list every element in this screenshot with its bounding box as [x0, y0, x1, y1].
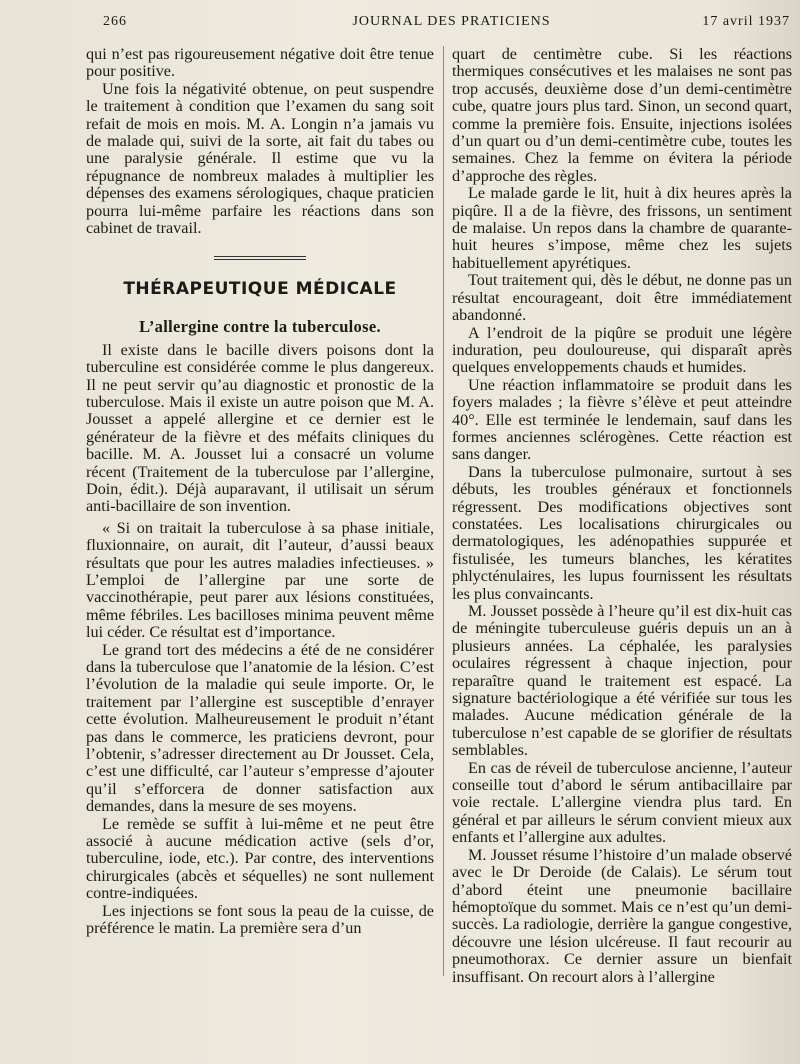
paragraph: Le remède se suffit à lui-même et ne peut être associé à aucune médication active (sels d’or, tuberculine, iode, etc.). Par contre, des interventions chirurgicales (abcès et séquelles) ne sont nullement contre-indiquées.: [86, 814, 434, 903]
page-number: 266: [103, 14, 127, 29]
section-title: THÉRAPEUTIQUE MÉDICALE: [123, 278, 397, 299]
paragraph: Dans la tuberculose pulmonaire, surtout à ses débuts, les troubles généraux et fonctionnels régressent. Des modifications objectives sont constatées. Les localisations chirurgicales ou dermatologiques, les adénopathies suppurée et fistulisée, les tumeurs blanches, les kératites phlycténulaires, les lupus fournissent les résultats les plus convaincants.: [452, 462, 792, 603]
page-header: [103, 14, 800, 38]
section-divider: [86, 247, 434, 264]
article-title: L’allergine contre la tuberculose.: [139, 317, 381, 337]
journal-title: JOURNAL DES PRATICIENS: [352, 14, 551, 29]
paragraph: Tout traitement qui, dès le début, ne donne pas un résultat encourageant, doit être immédiatement abandonné.: [452, 271, 792, 325]
paragraph: quart de centimètre cube. Si les réactions thermiques consécutives et les malaises ne sont pas trop accusés, deuxième dose d’un demi-centimètre cube, quatre jours plus tard. Sinon, un second quart, comme la première fois. Ensuite, injections isolées d’un quart ou d’un demi-centimètre cube, toutes les semaines. Chez la femme on évitera la période d’approche des règles.: [452, 46, 792, 185]
paragraph: Les injections se font sous la peau de la cuisse, de préférence le matin. La première sera d’un: [86, 901, 434, 938]
paragraph: En cas de réveil de tuberculose ancienne, l’auteur conseille tout d’abord le sérum antibacillaire par voie rectale. L’allergine viendra plus tard. En général et par ailleurs le sérum convient mieux aux enfants et l’allergine aux adultes.: [452, 758, 792, 847]
paragraph: Le grand tort des médecins a été de ne considérer dans la tuberculose que l’anatomie de la lésion. C’est l’évolution de la maladie qui seule importe. Or, le traitement par l’allergine est susceptible d’enrayer cette évolution. Malheureusement le produit n’étant pas dans le commerce, les praticiens devront, pour l’obtenir, s’adresser directement au Dr Jousset. Cela, c’est une difficulté, car l’auteur s’empresse d’ajouter qu’il s’efforcera de donner satisfaction aux demandes, dans la mesure de ses moyens.: [86, 640, 434, 816]
paragraph: « Si on traitait la tuberculose à sa phase initiale, fluxionnaire, on aurait, dit l’auteur, d’aussi beaux résultats que pour les autres maladies infectieuses. » L’emploi de l’allergine par une sorte de vaccinothérapie, peut parer aux lésions constituées, même fébriles. Les bacilloses minima peuvent même lui céder. Ce résultat est d’importance.: [86, 518, 434, 642]
column-divider: [443, 46, 444, 976]
paragraph: Il existe dans le bacille divers poisons dont la tuberculine est considérée comme le plus dangereux. Il ne peut servir qu’au diagnostic et pronostic de la tuberculose. Mais il existe un autre poison que M. A. Jousset a appelé allergine et ce dernier est le générateur de la fièvre et des méfaits cliniques du bacille. M. A. Jousset lui a consacré un volume récent (Traitement de la tuberculose par l’allergine, Doin, édit.). Déjà auparavant, il utilisait un sérum anti-bacillaire de son invention.: [86, 340, 434, 516]
paragraph: Le malade garde le lit, huit à dix heures après la piqûre. Il a de la fièvre, des frissons, un sentiment de malaise. Un repos dans la chambre de quarante-huit heures s’impose, même chez les sujets habituellement apyrétiques.: [452, 184, 792, 272]
paragraph: Une fois la négativité obtenue, on peut suspendre le traitement à condition que l’examen du sang soit refait de mois en mois. M. A. Longin n’a jamais vu de malade qui, suivi de la sorte, ait fait du tabes ou une paralysie générale. Il estime que vu la répugnance de nombreux malades à multiplier les dépenses des examens sérologiques, chaque praticien pourra lui-même parfaire les réactions dans son cabinet de travail.: [86, 79, 434, 238]
paragraph: M. Jousset résume l’histoire d’un malade observé avec le Dr Deroide (de Calais). Le sérum tout d’abord éteint une pneumonie bacillaire hémoptoïque du sommet. Mais ce n’est qu’un demi-succès. La radiologie, derrière la gangue congestive, découvre une lésion ulcéreuse. Il faut recourir au pneumothorax. Ce dernier assure un bienfait insuffisant. On recourt alors à l’allergine: [452, 845, 792, 986]
left-column: [86, 46, 434, 938]
paragraph: A l’endroit de la piqûre se produit une légère induration, peu douloureuse, qui disparaît après quelques enveloppements chauds et humides.: [452, 323, 792, 377]
paragraph: qui n’est pas rigoureusement négative doit être tenue pour positive.: [86, 45, 434, 81]
issue-date: 17 avril 1937: [702, 14, 790, 29]
paragraph: Une réaction inflammatoire se produit dans les foyers malades ; la fièvre s’élève et peut atteindre 40°. Elle est terminée le lendemain, sauf dans les formes anciennes sclérogènes. Cette réaction est sans danger.: [452, 375, 792, 464]
paragraph: M. Jousset possède à l’heure qu’il est dix-huit cas de méningite tuberculeuse guéris depuis un an à plusieurs années. La céphalée, les paralysies oculaires régressent à chaque injection, pour reparaître quand le traitement est espacé. La signature bactériologique a été vérifiée sur tous les malades. Aucune médication générale de la tuberculose n’est capable de se glorifier de résultats semblables.: [452, 602, 792, 760]
right-column: [452, 46, 792, 986]
